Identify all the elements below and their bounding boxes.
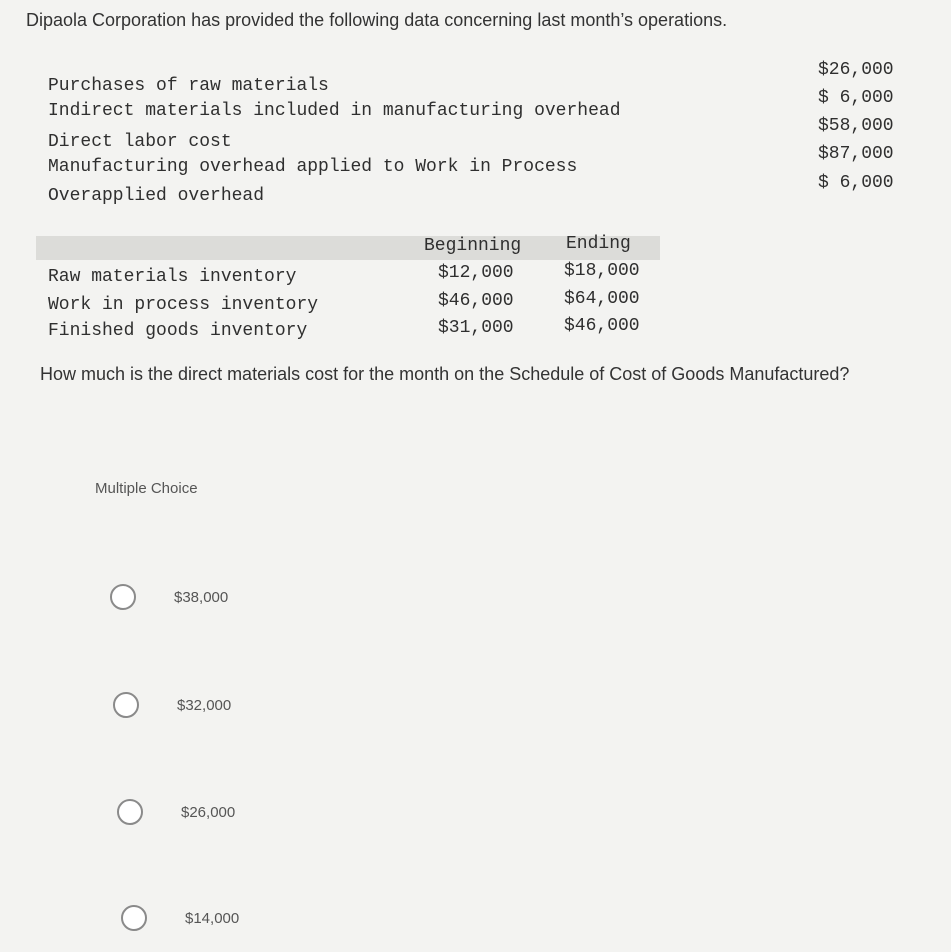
cost-item-amount: $ 6,000 [818,173,894,193]
choice-option[interactable] [117,799,235,825]
inventory-beginning-value: $46,000 [438,291,514,311]
cost-item-amount: $87,000 [818,144,894,164]
choice-option[interactable] [113,692,231,718]
cost-item-label: Overapplied overhead [48,186,265,206]
inventory-row-label: Work in process inventory [48,295,319,315]
radio-button[interactable] [113,692,139,718]
question-intro: Dipaola Corporation has provided the following data concerning last month’s operations. [26,10,728,30]
choice-label: $14,000 [185,909,240,927]
multiple-choice-label: Multiple Choice [95,480,198,497]
inventory-ending-value: $64,000 [564,289,640,309]
cost-item-amount: $ 6,000 [818,88,894,108]
inventory-beginning-value: $12,000 [438,263,514,283]
choice-label: $32,000 [177,696,232,714]
inventory-row-label: Finished goods inventory [48,321,308,341]
cost-item-label: Direct labor cost [48,132,232,152]
choice-label: $26,000 [181,803,236,821]
choice-option[interactable] [110,584,228,610]
radio-button[interactable] [117,799,143,825]
question-text: How much is the direct materials cost for the month on the Schedule of Cost of Goods Manufactured? [40,364,850,384]
radio-button[interactable] [110,584,136,610]
choice-option[interactable] [121,905,239,931]
inventory-ending-value: $18,000 [564,261,640,281]
inventory-beginning-value: $31,000 [438,318,514,338]
inventory-row-label: Raw materials inventory [48,267,297,287]
cost-item-label: Purchases of raw materials [48,76,329,96]
radio-button[interactable] [121,905,147,931]
choice-label: $38,000 [174,588,229,606]
cost-item-label: Indirect materials included in manufacturing overhead [48,101,621,121]
beginning-column-header: Beginning [424,236,522,256]
inventory-ending-value: $46,000 [564,316,640,336]
cost-item-amount: $58,000 [818,116,894,136]
cost-item-label: Manufacturing overhead applied to Work in Process [48,157,578,177]
ending-column-header: Ending [566,234,631,254]
cost-item-amount: $26,000 [818,60,894,80]
